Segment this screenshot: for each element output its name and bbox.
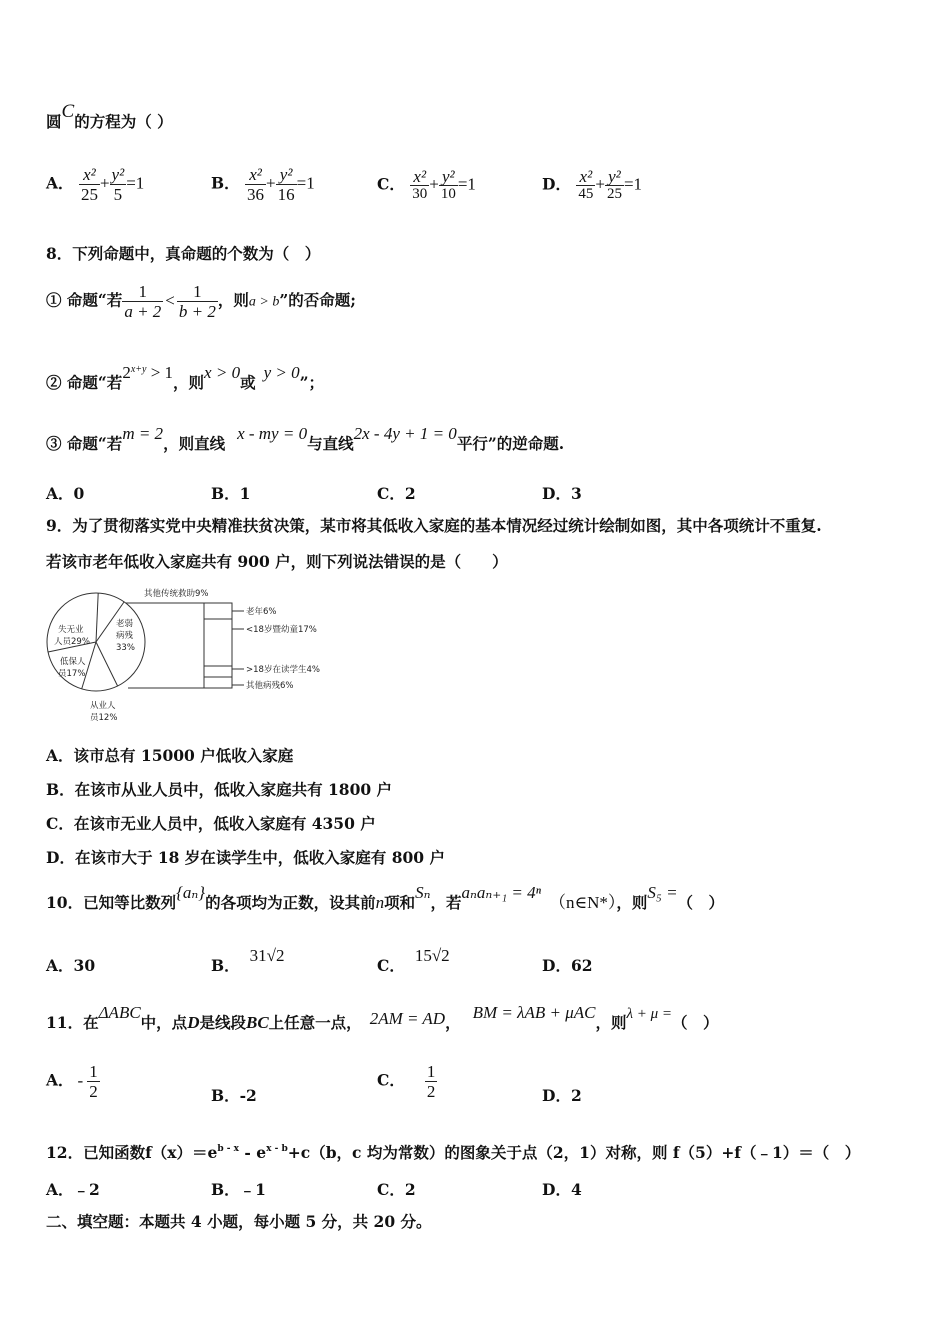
q8-proposition-1: ① 命题“若 $\frac{1}{a + 2}$ < $\frac{1}{b + 2}$ ，则a > b”的否命题; (46, 282, 356, 321)
label-sick-3: 33% (116, 643, 135, 653)
label-elderly: 老年6% (246, 607, 277, 617)
q7-stem: 圆C的方程为（ ） (46, 101, 173, 131)
q9-option-d: D．在该市大于 18 岁在读学生中，低收入家庭有 800 户 (46, 848, 445, 867)
q9-option-c: C．在该市无业人员中，低收入家庭有 4350 户 (46, 814, 376, 833)
q8-option-c: C．2 (377, 484, 416, 503)
q7-option-c: C． $\frac{\text{x²}}{30}$ + $\frac{\text{y²}}{10}$ =1 (377, 167, 476, 202)
label-child: <18岁暨幼童17% (246, 625, 317, 635)
q8-option-a: A．0 (46, 484, 85, 503)
q12-option-b: B．﹣1 (211, 1180, 266, 1199)
q10-option-d: D．62 (542, 956, 593, 975)
q12-stem: 12．已知函数$f(x)=e^{b - x} - e^{x - b}+c(b$，c 均为常数）的图象关于点（2，1）对称，则 f（5）+f（﹣1）＝（ ） (46, 1143, 861, 1162)
q9-pie-chart (46, 582, 346, 727)
label-employed-1: 从业人 (90, 701, 116, 711)
label-welfare-1: 低保人 (60, 657, 86, 667)
q8-proposition-3: ③ 命题“若m = 2，则直线x - my = 0与直线2x - 4y + 1 = 0平行”的逆命题. (46, 424, 565, 453)
label-unemployed-1: 失无业 (58, 625, 84, 635)
label-unemployed-2: 人员29% (54, 637, 90, 647)
label-other-sick: 其他病残6% (246, 681, 294, 691)
label-other-aid: 其他传统救助9% (144, 589, 209, 599)
q11-option-b: B．-2 (211, 1086, 257, 1105)
q8-option-b: B．1 (211, 484, 251, 503)
label-welfare-2: 员17% (58, 669, 86, 679)
q8-proposition-2: ② 命题“若$2^{x+y} > 1$，则x > 0或y > 0”； (46, 363, 325, 392)
label-sick-2: 病残 (116, 631, 134, 641)
q7-option-a: A． $\frac{\text{x²}}{25}$ + $\frac{\text{y²}}{5}$ =1 (46, 165, 145, 204)
q9-stem-line-2: 若该市老年低收入家庭共有 900 户，则下列说法错误的是（ ） (46, 552, 508, 571)
q9-stem-line-1: 9．为了贯彻落实党中央精准扶贫决策，某市将其低收入家庭的基本情况经过统计绘制如图，其中各项统计不重复. (46, 516, 822, 535)
q7-option-d: D． $\frac{\text{x²}}{45}$ + $\frac{\text{y²}}{25}$ =1 (542, 167, 643, 202)
breakdown-bar (204, 603, 232, 688)
q12-option-d: D．4 (542, 1180, 582, 1199)
q10-option-b: B．31√2 (211, 946, 285, 975)
q8-stem: 8．下列命题中，真命题的个数为（ ） (46, 244, 321, 263)
q11-option-c: C． $\frac{1}{2}$ (377, 1062, 436, 1101)
q11-stem: 11．在ΔABC中，点D是线段BC上任意一点， 2AM = AD，BM = λAB + μAC，则λ + μ =（ ） (46, 1003, 719, 1032)
label-sick-1: 老弱 (116, 619, 134, 629)
label-student: >18岁在读学生4% (246, 665, 320, 675)
q9-option-a: A．该市总有 15000 户低收入家庭 (46, 746, 294, 765)
q9-option-b: B．在该市从业人员中，低收入家庭共有 1800 户 (46, 780, 393, 799)
section-2-heading: 二、填空题：本题共 4 小题，每小题 5 分，共 20 分。 (46, 1212, 432, 1231)
q8-option-d: D．3 (542, 484, 582, 503)
q12-option-a: A．﹣2 (46, 1180, 100, 1199)
q10-stem: 10．已知等比数列{aₙ}的各项均为正数，设其前n项和Sₙ，若aₙaₙ₊₁ = 4ⁿ（n∈N*），则S₅ =（ ） (46, 883, 725, 912)
q11-option-d: D．2 (542, 1086, 582, 1105)
q11-vector-1: 2AM = AD (369, 1009, 446, 1028)
q11-option-a: A． - $\frac{1}{2}$ (46, 1062, 98, 1101)
q10-option-c: C．15√2 (377, 946, 450, 975)
q10-option-a: A．30 (46, 956, 96, 975)
q7-option-b: B． $\frac{\text{x²}}{36}$ + $\frac{\text{y²}}{16}$ =1 (211, 165, 315, 204)
label-employed-2: 员12% (90, 713, 118, 723)
q12-option-c: C．2 (377, 1180, 416, 1199)
